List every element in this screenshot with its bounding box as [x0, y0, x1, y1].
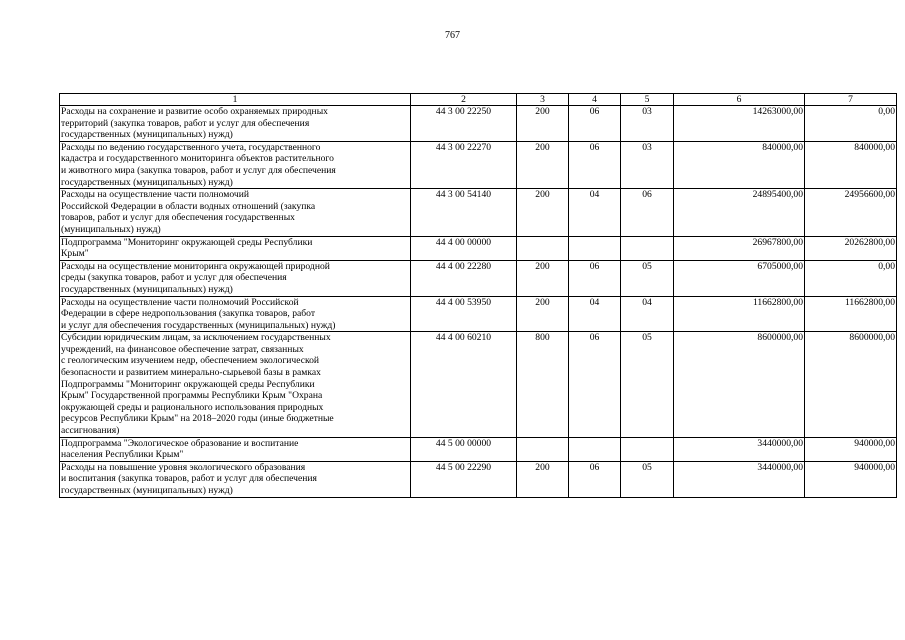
section-cell: 06: [569, 106, 621, 142]
amount-cell-2: 940000,00: [805, 461, 897, 497]
target-article-cell: 44 5 00 22290: [411, 461, 517, 497]
target-article-cell: 44 3 00 54140: [411, 189, 517, 236]
table-row: [60, 260, 897, 296]
amount-cell-1: 3440000,00: [674, 461, 805, 497]
item-name-line: Субсидии юридическим лицам, за исключением государственных: [61, 332, 331, 344]
expense-type-cell: 200: [517, 296, 569, 332]
subsection-cell: 04: [621, 296, 674, 332]
col-header-4: 4: [569, 94, 621, 106]
item-name-line: Подпрограмма "Мониторинг окружающей среды Республики: [61, 236, 313, 248]
section-cell: [569, 236, 621, 260]
col-header-1: 1: [60, 94, 411, 106]
section-cell: [569, 437, 621, 461]
item-name-line: с геологическим изучением недр, обеспечением экологической: [61, 355, 320, 367]
section-cell: 06: [569, 141, 621, 188]
item-name-line: Крым" Государственной программы Республики Крым "Охрана: [61, 390, 323, 402]
item-name-line: Расходы на осуществление части полномочий: [61, 189, 249, 201]
section-cell: 04: [569, 296, 621, 332]
item-name-line: ассигнования): [61, 425, 120, 437]
table-row: [60, 141, 897, 188]
amount-cell-2: 24956600,00: [805, 189, 897, 236]
item-name-cell: [60, 332, 411, 437]
target-article-cell: 44 4 00 22280: [411, 260, 517, 296]
item-name-line: Расходы на повышение уровня экологического образования: [61, 461, 306, 473]
table-row: [60, 106, 897, 142]
expense-type-cell: 200: [517, 106, 569, 142]
item-name-line: государственных (муниципальных) нужд): [61, 283, 233, 295]
target-article-cell: 44 5 00 00000: [411, 437, 517, 461]
target-article-cell: 44 4 00 53950: [411, 296, 517, 332]
amount-cell-1: 3440000,00: [674, 437, 805, 461]
table-row: [60, 236, 897, 260]
item-name-line: государственных (муниципальных) нужд): [61, 129, 233, 141]
item-name-line: ресурсов Республики Крым" на 2018–2020 годы (иные бюджетные: [61, 413, 334, 425]
table-body: [60, 106, 897, 498]
expense-type-cell: 200: [517, 260, 569, 296]
amount-cell-1: 14263000,00: [674, 106, 805, 142]
item-name-line: (муниципальных) нужд): [61, 223, 161, 235]
item-name-line: Федерации в сфере недропользования (закупка товаров, работ: [61, 308, 316, 320]
col-header-5: 5: [621, 94, 674, 106]
col-header-6: 6: [674, 94, 805, 106]
section-cell: 06: [569, 260, 621, 296]
target-article-cell: 44 3 00 22270: [411, 141, 517, 188]
amount-cell-2: 20262800,00: [805, 236, 897, 260]
item-name-line: окружающей среды и рационального использования природных: [61, 401, 324, 413]
item-name-cell: [60, 461, 411, 497]
page-number: 767: [445, 30, 460, 41]
item-name-line: товаров, работ и услуг для обеспечения государственных: [61, 212, 295, 224]
target-article-cell: 44 4 00 00000: [411, 236, 517, 260]
section-cell: 06: [569, 461, 621, 497]
amount-cell-1: 26967800,00: [674, 236, 805, 260]
expense-type-cell: 200: [517, 141, 569, 188]
table-row: [60, 437, 897, 461]
item-name-line: Расходы на осуществление части полномочий Российской: [61, 296, 299, 308]
target-article-cell: 44 3 00 22250: [411, 106, 517, 142]
subsection-cell: 05: [621, 461, 674, 497]
subsection-cell: 03: [621, 106, 674, 142]
section-cell: 06: [569, 332, 621, 437]
table-row: [60, 189, 897, 236]
subsection-cell: 06: [621, 189, 674, 236]
expense-type-cell: 200: [517, 189, 569, 236]
target-article-cell: 44 4 00 60210: [411, 332, 517, 437]
item-name-cell: [60, 296, 411, 332]
item-name-line: Расходы на осуществление мониторинга окружающей природной: [61, 260, 330, 272]
subsection-cell: [621, 236, 674, 260]
amount-cell-1: 24895400,00: [674, 189, 805, 236]
table-row: [60, 332, 897, 437]
subsection-cell: 03: [621, 141, 674, 188]
item-name-line: Подпрограмма "Экологическое образование и воспитание: [61, 437, 299, 449]
item-name-cell: [60, 141, 411, 188]
item-name-line: государственных (муниципальных) нужд): [61, 176, 233, 188]
item-name-cell: [60, 106, 411, 142]
item-name-line: территорий (закупка товаров, работ и услуг для обеспечения: [61, 117, 310, 129]
budget-table: [59, 93, 897, 498]
item-name-line: Подпрограммы "Мониторинг окружающей среды Республики: [61, 378, 315, 390]
table-row: [60, 296, 897, 332]
item-name-cell: [60, 189, 411, 236]
amount-cell-2: 11662800,00: [805, 296, 897, 332]
expense-type-cell: 800: [517, 332, 569, 437]
item-name-line: и животного мира (закупка товаров, работ и услуг для обеспечения: [61, 164, 336, 176]
col-header-3: 3: [517, 94, 569, 106]
expense-type-cell: 200: [517, 461, 569, 497]
amount-cell-1: 6705000,00: [674, 260, 805, 296]
col-header-7: 7: [805, 94, 897, 106]
amount-cell-2: 940000,00: [805, 437, 897, 461]
item-name-line: Расходы по ведению государственного учета, государственного: [61, 141, 321, 153]
item-name-line: и воспитания (закупка товаров, работ и услуг для обеспечения: [61, 473, 317, 485]
amount-cell-1: 11662800,00: [674, 296, 805, 332]
amount-cell-2: 0,00: [805, 260, 897, 296]
item-name-cell: [60, 260, 411, 296]
amount-cell-2: 8600000,00: [805, 332, 897, 437]
item-name-line: Крым": [61, 248, 89, 260]
item-name-line: безопасности и развитием минерально-сырьевой базы в рамках: [61, 367, 321, 379]
item-name-line: и услуг для обеспечения государственных (муниципальных) нужд): [61, 319, 336, 331]
item-name-line: кадастра и государственного мониторинга объектов растительного: [61, 153, 334, 165]
expense-type-cell: [517, 236, 569, 260]
subsection-cell: 05: [621, 260, 674, 296]
item-name-cell: [60, 437, 411, 461]
item-name-line: среды (закупка товаров, работ и услуг для обеспечения: [61, 272, 287, 284]
subsection-cell: [621, 437, 674, 461]
item-name-line: Расходы на сохранение и развитие особо охраняемых природных: [61, 106, 328, 117]
item-name-line: государственных (муниципальных) нужд): [61, 485, 233, 496]
header-row: [60, 94, 897, 106]
amount-cell-2: 840000,00: [805, 141, 897, 188]
item-name-line: учреждений, на финансовое обеспечение затрат, связанных: [61, 343, 304, 355]
amount-cell-1: 840000,00: [674, 141, 805, 188]
item-name-cell: [60, 236, 411, 260]
table-row: [60, 461, 897, 497]
amount-cell-2: 0,00: [805, 106, 897, 142]
expense-type-cell: [517, 437, 569, 461]
item-name-line: населения Республики Крым": [61, 449, 184, 461]
item-name-line: Российской Федерации в области водных отношений (закупка: [61, 200, 316, 212]
subsection-cell: 05: [621, 332, 674, 437]
col-header-2: 2: [411, 94, 517, 106]
section-cell: 04: [569, 189, 621, 236]
amount-cell-1: 8600000,00: [674, 332, 805, 437]
